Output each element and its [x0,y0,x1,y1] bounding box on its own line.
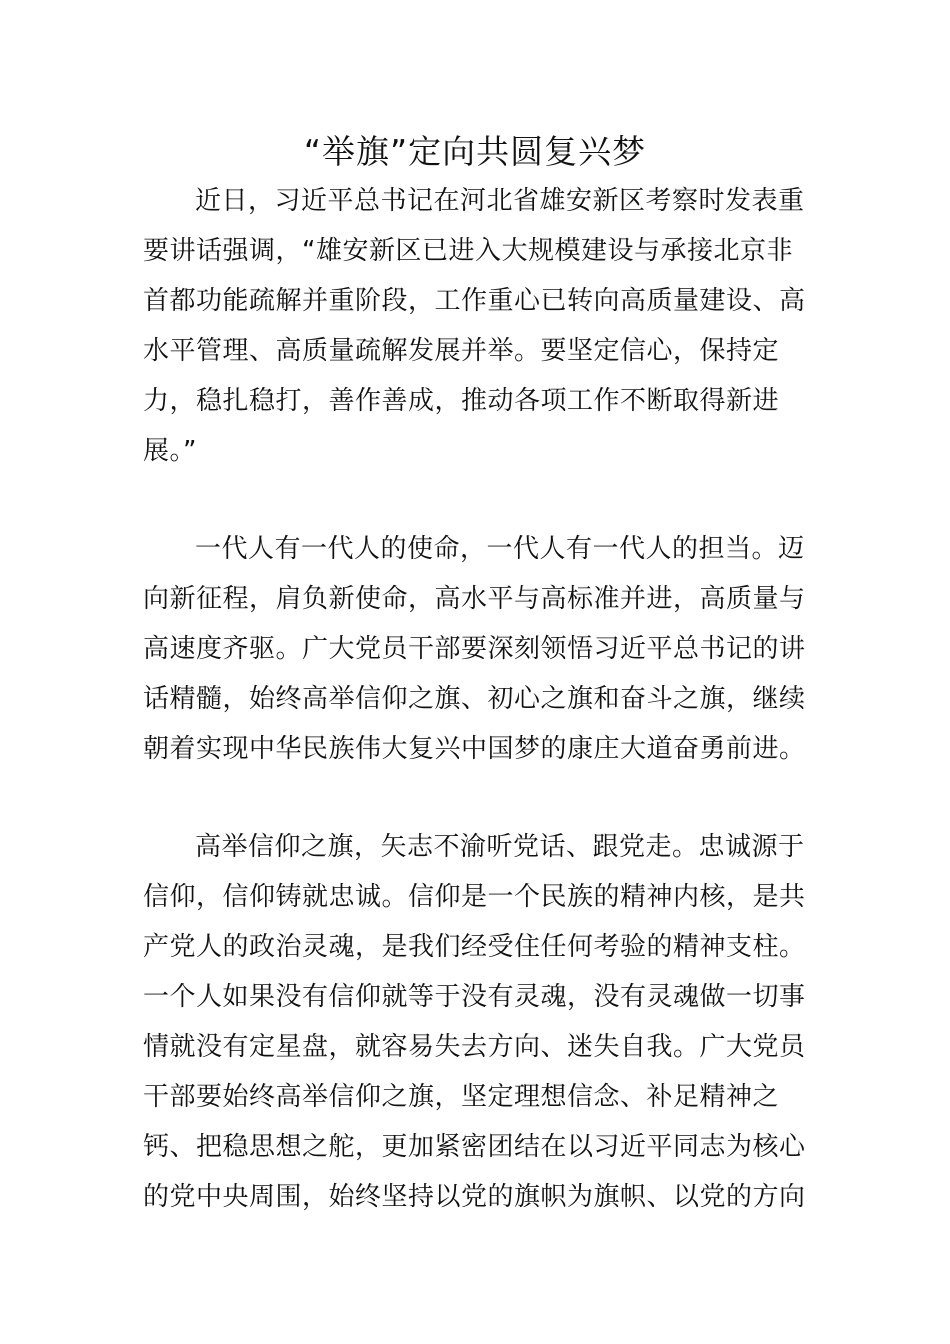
paragraph-line: 一代人有一代人的使命，一代人有一代人的担当。迈 [195,534,805,564]
paragraph-line: 水平管理、高质量疏解发展并举。要坚定信心，保持定 [143,336,780,366]
paragraph-line: 向新征程，肩负新使命，高水平与高标准并进，高质量与 [143,584,806,614]
paragraph-line: 高速度齐驱。广大党员干部要深刻领悟习近平总书记的讲 [143,634,806,664]
paragraph-line: 一个人如果没有信仰就等于没有灵魂，没有灵魂做一切事 [143,982,806,1012]
paragraph-line: 信仰，信仰铸就忠诚。信仰是一个民族的精神内核，是共 [143,882,806,912]
paragraph-1 [143,176,813,476]
paragraph-line: 情就没有定星盘，就容易失去方向、迷失自我。广大党员 [143,1032,806,1062]
paragraph-line: 展。” [143,436,197,466]
paragraph-line: 朝着实现中华民族伟大复兴中国梦的康庄大道奋勇前进。 [143,734,806,764]
paragraph-line: 产党人的政治灵魂，是我们经受住任何考验的精神支柱。 [143,932,806,962]
paragraph-line: 话精髓，始终高举信仰之旗、初心之旗和奋斗之旗，继续 [143,684,806,714]
paragraph-line: 的党中央周围，始终坚持以党的旗帜为旗帜、以党的方向 [143,1182,806,1212]
paragraph-line: 近日，习近平总书记在河北省雄安新区考察时发表重 [195,186,805,216]
paragraph-line: 高举信仰之旗，矢志不渝听党话、跟党走。忠诚源于 [195,832,805,862]
paragraph-line: 要讲话强调，“雄安新区已进入大规模建设与承接北京非 [143,236,793,266]
paragraph-line: 力，稳扎稳打，善作善成，推动各项工作不断取得新进 [143,386,780,416]
paragraph-line: 首都功能疏解并重阶段，工作重心已转向高质量建设、高 [143,286,806,316]
paragraph-line: 钙、把稳思想之舵，更加紧密团结在以习近平同志为核心 [143,1132,806,1162]
paragraph-line: 干部要始终高举信仰之旗，坚定理想信念、补足精神之 [143,1082,780,1112]
paragraph-3 [143,822,813,1222]
paragraph-2 [143,524,813,774]
document-title: “举旗”定向共圆复兴梦 [303,132,647,171]
